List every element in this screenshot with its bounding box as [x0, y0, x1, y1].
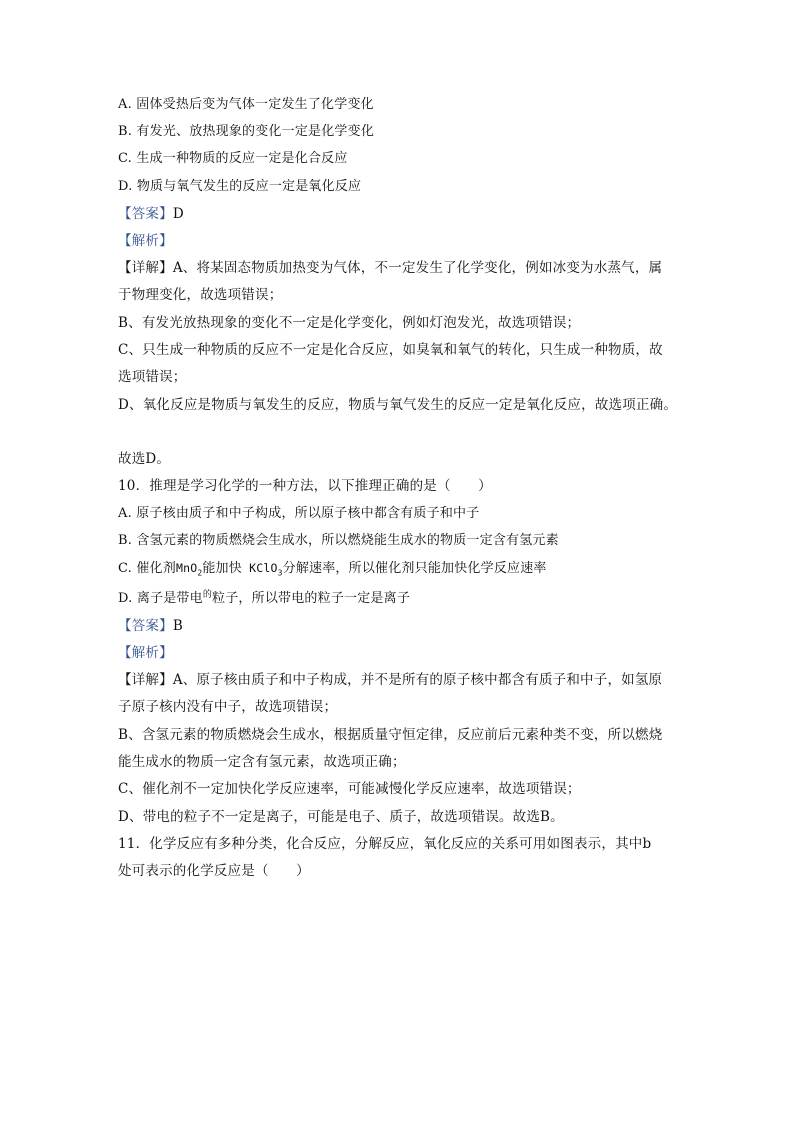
answer-tag: 【答案】 — [118, 206, 173, 222]
q9-analysis-tag: 【解析】 — [118, 233, 173, 249]
answer-value: B — [172, 618, 183, 634]
q10-answer — [118, 617, 688, 635]
q9-detail-line: 选项错误； — [118, 369, 187, 385]
q9-option-a: A. 固体受热后变为气体一定发生了化学变化 — [118, 97, 374, 112]
option-text: 能加快 — [202, 561, 242, 576]
detail-tag: 【详解】 — [118, 672, 173, 688]
q10-option-d — [118, 590, 688, 609]
q9-option-c: C. 生成一种物质的反应一定是化合反应 — [118, 151, 348, 166]
q10-option-c — [118, 559, 688, 582]
q10-detail-line: B、含氢元素的物质燃烧会生成水，根据质量守恒定律，反应前后元素种类不变，所以燃烧 — [118, 727, 663, 743]
q10-stem: 10．推理是学习化学的一种方法，以下推理正确的是（ ） — [118, 478, 492, 494]
q10-detail-line: C、催化剂不一定加快化学反应速率，可能减慢化学反应速率，故选项错误； — [118, 781, 581, 797]
option-text: 粒子，所以带电的粒子一定是离子 — [212, 591, 411, 606]
q10-option-a: A. 原子核由质子和中子构成，所以原子核中都含有质子和中子 — [118, 506, 480, 521]
answer-tag: 【答案】 — [118, 618, 173, 634]
option-text: 分解速率，所以催化剂只能加快化学反应速率 — [282, 561, 547, 576]
formula-mno2: MnO$_2$ — [175, 561, 203, 578]
q9-option-d: D. 物质与氧气发生的反应一定是氧化反应 — [118, 179, 362, 194]
q10-analysis-tag: 【解析】 — [118, 645, 173, 661]
detail-tag: 【详解】 — [118, 260, 173, 276]
q9-detail-line: B、有发光放热现象的变化不一定是化学变化，例如灯泡发光，故选项错误； — [118, 315, 581, 331]
q10-detail-line: 子原子核内没有中子，故选项错误； — [118, 699, 338, 715]
answer-value: D — [172, 206, 184, 222]
option-text: D. 离子是带电 — [118, 591, 203, 606]
detail-text: A、原子核由质子和中子构成，并不是所有的原子核中都含有质子和中子，如氢原 — [172, 672, 663, 688]
option-text: C. 催化剂 — [118, 561, 176, 576]
q9-detail-line: C、只生成一种物质的反应不一定是化合反应，如臭氧和氧气的转化，只生成一种物质，故 — [118, 342, 663, 358]
q10-option-b: B. 含氢元素的物质燃烧会生成水，所以燃烧能生成水的物质一定含有氢元素 — [118, 533, 559, 548]
formula-kclo3: KClO$_3$ — [249, 561, 283, 578]
q11-stem-line: 11．化学反应有多种分类，化合反应，分解反应，氧化反应的关系可用如图表示，其中b — [118, 836, 652, 852]
q9-detail-line: D、氧化反应是物质与氧发生的反应，物质与氧气发生的反应一定是氧化反应，故选项正确。 — [118, 397, 678, 413]
q9-answer — [118, 205, 688, 223]
q10-detail-line: 能生成水的物质一定含有氢元素，故选项正确； — [118, 754, 406, 770]
q9-option-b: B. 有发光、放热现象的变化一定是化学变化 — [118, 124, 375, 139]
detail-text: A、将某固态物质加热变为气体，不一定发生了化学变化，例如冰变为水蒸气，属 — [172, 260, 663, 276]
q10-detail-line — [118, 671, 688, 689]
q9-detail-line — [118, 259, 688, 277]
q9-conclusion: 故选D。 — [118, 451, 171, 467]
q9-detail-line: 于物理变化，故选项错误； — [118, 287, 283, 303]
superscript-text: 的 — [202, 590, 213, 600]
q10-detail-line: D、带电的粒子不一定是离子，可能是电子、质子，故选项错误。故选B。 — [118, 809, 564, 825]
q11-stem-line: 处可表示的化学反应是（ ） — [118, 863, 310, 879]
